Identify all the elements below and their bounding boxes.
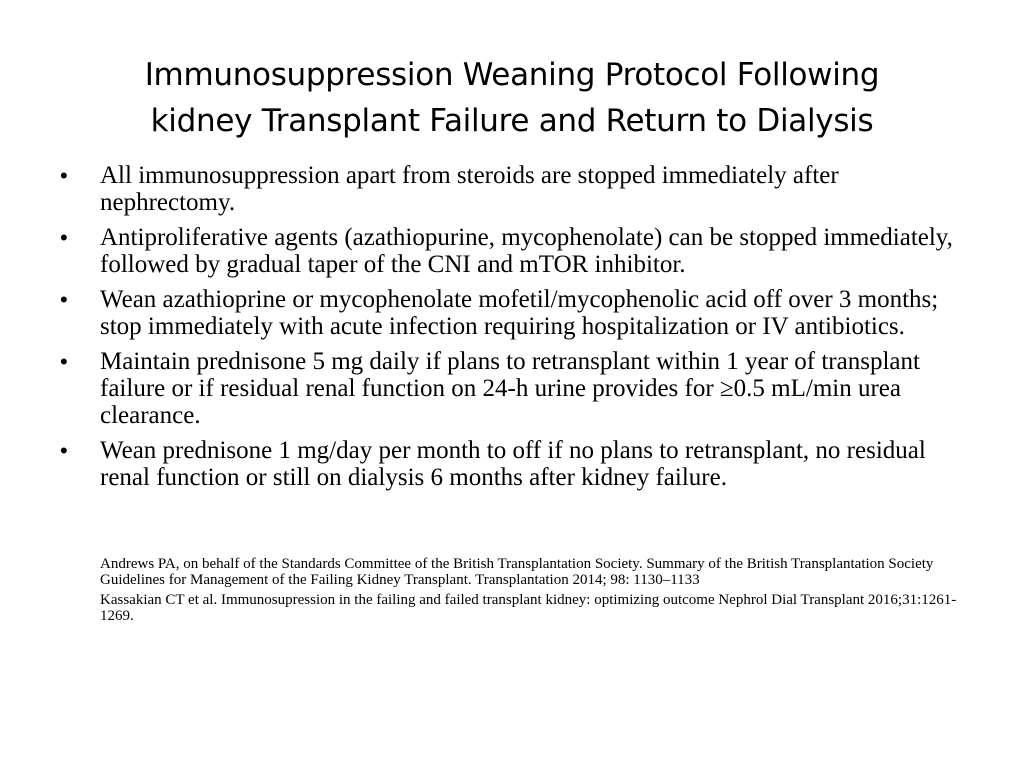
reference-1: Andrews PA, on behalf of the Standards Committee of the British Transplantation Society. Summary of the British Transplantation Society Guidelines for Management of the Failing Kidney Transplant. Transplantation 2014; 98: 1130–1133 — [100, 556, 934, 588]
bullet-list — [60, 162, 970, 499]
bullet-dot-icon: • — [60, 349, 68, 374]
bullet-item-1 — [60, 162, 970, 216]
bullet-text: Wean azathioprine or mycophenolate mofetil/mycophenolic acid off over 3 months; stop immediately with acute infection requiring hospitalization or IV antibiotics. — [100, 286, 939, 340]
bullet-dot-icon: • — [60, 438, 68, 463]
slide-title-line-2: kidney Transplant Failure and Return to Dialysis — [150, 103, 874, 139]
bullet-item-4 — [60, 348, 970, 429]
bullet-text: Maintain prednisone 5 mg daily if plans to retransplant within 1 year of transplant failure or if residual renal function on 24-h urine provides for ≥0.5 mL/min urea clearance. — [100, 348, 920, 429]
bullet-text: All immunosuppression apart from steroids are stopped immediately after nephrectomy. — [100, 162, 839, 216]
bullet-dot-icon: • — [60, 287, 68, 312]
bullet-dot-icon: • — [60, 163, 68, 188]
bullet-item-2 — [60, 224, 970, 278]
bullet-text: Antiproliferative agents (azathiopurine, mycophenolate) can be stopped immediately, followed by gradual taper of the CNI and mTOR inhibitor. — [100, 224, 953, 278]
references — [100, 556, 960, 628]
slide-title-line-1: Immunosuppression Weaning Protocol Following — [144, 57, 880, 93]
bullet-text: Wean prednisone 1 mg/day per month to off if no plans to retransplant, no residual renal function or still on dialysis 6 months after kidney failure. — [100, 437, 926, 491]
bullet-dot-icon: • — [60, 225, 68, 250]
bullet-item-3 — [60, 286, 970, 340]
reference-2: Kassakian CT et al. Immunosupression in the failing and failed transplant kidney: optimizing outcome Nephrol Dial Transplant 2016;31:1261-1269. — [100, 592, 957, 624]
bullet-item-5 — [60, 437, 970, 491]
slide-title — [60, 52, 964, 144]
